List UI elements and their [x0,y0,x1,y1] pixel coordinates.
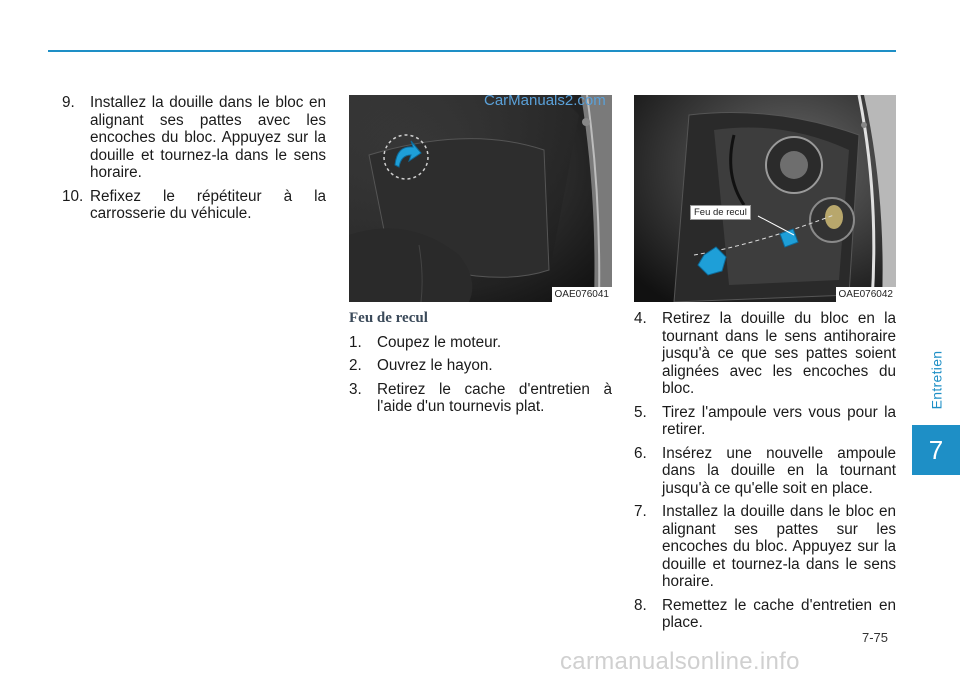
header-rule [48,50,896,52]
step-number: 2. [349,357,362,374]
chapter-tab[interactable]: 7 [912,425,960,475]
step-text: Installez la douille dans le bloc en alignant ses pattes avec les encoches du bloc. Appuyez sur la douille et tournez-la dans le sens horaire. [90,94,326,181]
step-text: Coupez le moteur. [377,333,502,351]
step-text: Remettez le cache d'entretien en place. [662,596,896,631]
figure-lamp-socket [634,95,896,302]
step-6 [634,445,896,498]
section-label [912,330,960,430]
step-number: 7. [634,503,647,520]
step-5 [634,404,896,439]
step-3 [349,381,612,416]
middle-column [349,310,612,422]
figure-code: OAE076041 [552,287,613,302]
step-text: Retirez le cache d'entretien à l'aide d'un tournevis plat. [377,380,612,415]
step-number: 6. [634,444,647,462]
step-number: 10. [62,187,84,205]
step-1 [349,334,612,352]
step-text: Installez la douille dans le bloc en alignant ses pattes sur les encoches du bloc. Appuyez sur la douille et tournez-la dans le sens horaire. [662,503,896,590]
callout-label: Feu de recul [690,205,751,220]
service-cover-illustration [349,95,612,302]
right-column [634,310,896,638]
left-column [62,94,326,229]
step-number: 3. [349,380,362,398]
step-8 [634,597,896,632]
step-2 [349,357,612,375]
step-9 [62,94,326,182]
step-number: 9. [62,94,75,111]
step-number: 8. [634,596,647,614]
step-number: 4. [634,310,647,327]
step-number: 5. [634,403,647,421]
lamp-socket-illustration [634,95,896,302]
figure-code: OAE076042 [836,287,897,302]
section-title: Feu de recul [349,310,428,326]
step-text: Tirez l'ampoule vers vous pour la retirer. [662,403,896,438]
step-number: 1. [349,333,362,351]
figure-service-cover [349,95,612,302]
watermark-top: CarManuals2.com [484,95,606,109]
watermark-bottom: carmanualsonline.info [560,648,800,675]
step-10 [62,188,326,223]
page-number: 7-75 [862,630,889,645]
section-label-text: Entretien [928,350,945,410]
step-text: Refixez le répétiteur à la carrosserie du véhicule. [90,187,326,222]
step-7 [634,503,896,591]
step-text: Ouvrez le hayon. [377,357,493,374]
step-text: Insérez une nouvelle ampoule dans la douille en la tournant jusqu'à ce qu'elle soit en place. [662,444,896,497]
step-4 [634,310,896,398]
step-text: Retirez la douille du bloc en la tournant dans le sens antihoraire jusqu'à ce que ses pattes soient alignées avec les encoches du bloc. [662,310,896,397]
